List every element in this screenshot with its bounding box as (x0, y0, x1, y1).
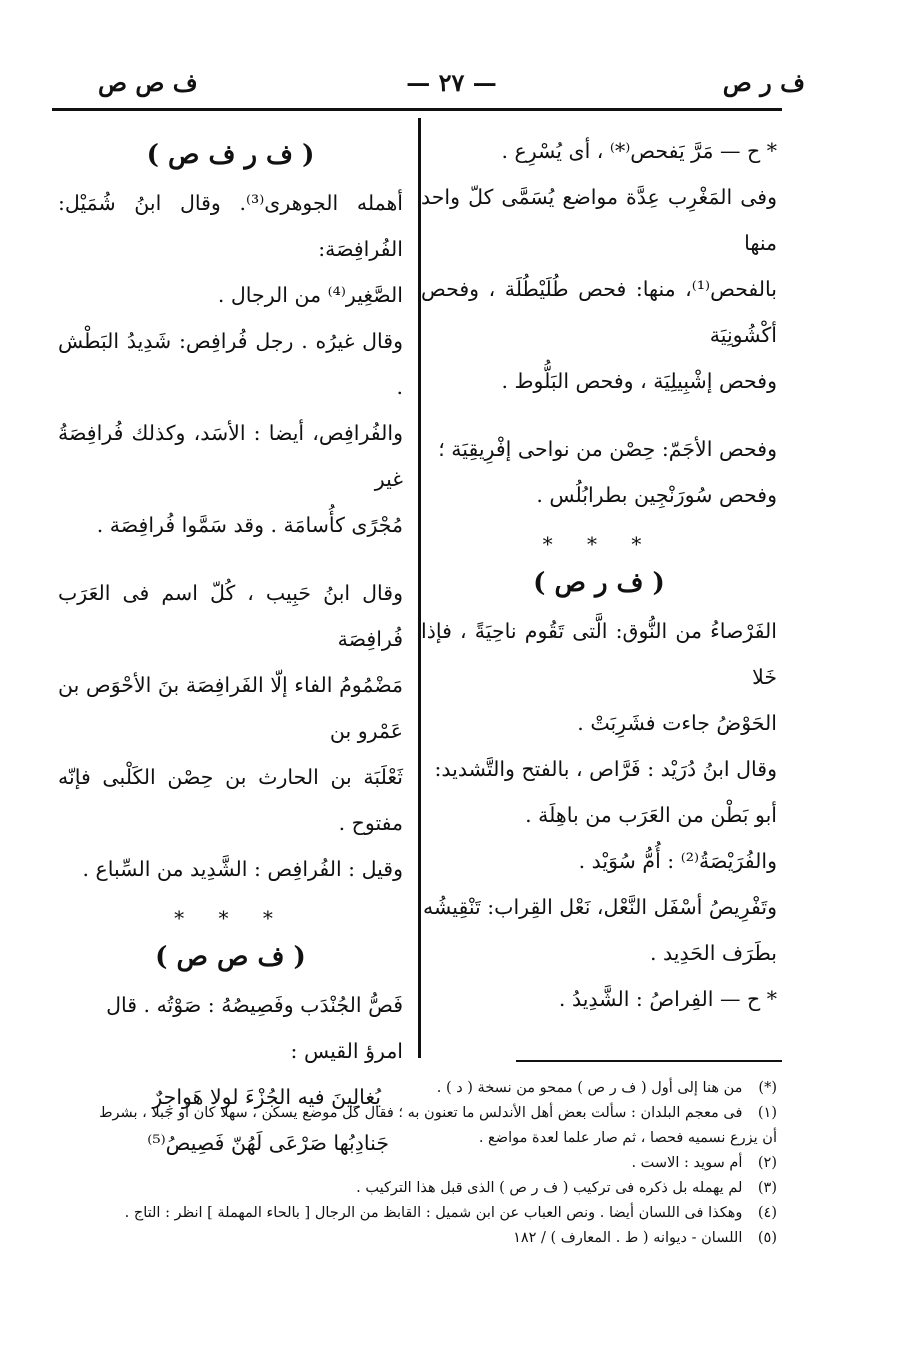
footnote: (٢) أم سويد : الاست . (631, 1155, 777, 1171)
text-line: وفحص سُورَنْجِين بطرابُلُس . (536, 483, 777, 507)
footnote-rule (516, 1060, 782, 1062)
text-line: والفُرَيْصَةُ⁽²⁾ : أُمُّ سُوَيْد . (578, 849, 777, 873)
footnote: (٥) اللسان - ديوانه ( ط . المعارف ) / ١٨٢ (513, 1230, 777, 1246)
text-line: وقال ابنُ دُرَيْد : فَرَّاص ، بالفتح والتَّشديد: (434, 757, 777, 781)
text-line: بالفحص⁽¹⁾، منها: فحص طُلَيْطُلَة ، وفحص أكْشُونِيَة (421, 277, 777, 347)
text-line: الحَوْضُ جاءت فشَرِبَتْ . (577, 711, 777, 735)
section-title-frfs: ( ف ر ف ص ) (146, 140, 315, 170)
text-line: بطَرَف الحَدِيد . (649, 941, 777, 965)
text-line: ثَعْلَبَة بن الحارث بن حِصْن الكَلْبى فإنّه مفتوح . (58, 765, 403, 835)
left-column (58, 128, 403, 1166)
text-line: امرؤ القيس : (290, 1039, 403, 1063)
section-title-frs: ( ف ر ص ) (533, 568, 665, 598)
footnote: (١) فى معجم البلدان : سألت بعض أهل الأندلس ما تعنون به ؛ فقال كل موضع يسكن ، سهلا كان أو جبلا ، بشرط (99, 1105, 777, 1121)
verse-line: يُغالِينَ فيه الجُزْءَ لولا هَواجِرٌ (152, 1085, 381, 1109)
text-line: وقيل : الفُرافِص : الشَّدِيد من السِّباع . (82, 857, 403, 881)
text-line: وتَفْرِيصُ أسْفَل النَّعْل، نَعْل القِراب: تَنْقِيشُه (423, 895, 777, 919)
text-line: الفَرْصاءُ من النُّوق: الَّتى تَقُوم ناحِيَةً ، فإذا خَلا (421, 619, 777, 689)
text-line: أهمله الجوهرى⁽³⁾. وقال ابنُ شُمَيْل: الفُرافِصَة: (58, 191, 403, 261)
right-column (421, 128, 777, 1022)
header-root-left: ف ص ص (98, 68, 198, 97)
footnote: (*) من هنا إلى أول ( ف ر ص ) ممحو من نسخة ( د ) . (436, 1080, 777, 1096)
text-line: وقال ابنُ حَبِيب ، كُلّ اسم فى العَرَب فُرافِصَة (58, 581, 403, 651)
footnotes (63, 1076, 777, 1251)
footnote: (٤) وهكذا فى اللسان أيضا . ونص العباب عن ابن شميل : القابظ من الرجال [ بالحاء المهملة ] انظر : التاج . (124, 1205, 777, 1221)
text-line: والفُرافِص، أيضا : الأسَد، وكذلك فُرافِصَةُ غير (58, 421, 403, 491)
text-line: وقال غيرُه . رجل فُرافِص: شَدِيدُ البَطْش . (58, 329, 403, 399)
text-line: مُجْرًى كأُسامَة . وقد سَمَّوا فُرافِصَة . (96, 513, 403, 537)
entry-fahs-line: * ح — مَرَّ يَفحص⁽*⁾ ، أى يُسْرِع . (501, 139, 777, 163)
text-line: الصَّغِير⁽⁴⁾ من الرجال . (217, 283, 403, 307)
header-rule (52, 108, 782, 111)
text-line: فَصُّ الجُنْدَب وفَصِيصُهُ : صَوْتُه . قال (106, 993, 403, 1017)
section-title-fss: ( ف ص ص ) (155, 942, 306, 972)
section-separator: * * * (174, 906, 287, 930)
text-line: * ح — الفِراصُ : الشَّدِيدُ . (558, 987, 777, 1011)
text-line: وفى المَغْرِب عِدَّة مواضع يُسَمَّى كلّ واحد منها (421, 185, 777, 255)
header-root-right: ف ر ص (722, 68, 805, 97)
text-line: وفحص إشْبِيلِيَة ، وفحص البَلُّوط . (501, 369, 777, 393)
page-number: — ٢٧ — (406, 68, 497, 97)
footnote: (٣) لم يهمله بل ذكره فى تركيب ( ف ر ص ) الذى قبل هذا التركيب . (356, 1180, 777, 1196)
text-line: مَضْمُومُ الفاء إلّا الفَرافِصَة بنَ الأحْوَص بن عَمْرو بن (58, 673, 403, 743)
section-separator: * * * (542, 532, 656, 556)
text-line: أبو بَطْن من العَرَب من باهِلَة . (525, 803, 777, 827)
text-line: وفحص الأجَمّ: حِصْن من نواحى إفْرِيقِيَة ؛ (438, 437, 777, 461)
verse-line: جَنادِبُها صَرْعَى لَهُنّ فَصِيصُ⁽⁵⁾ (147, 1131, 389, 1155)
footnote-continuation: أن يزرع نسميه فحصا ، ثم صار علما لعدة مواضع . (478, 1130, 777, 1146)
